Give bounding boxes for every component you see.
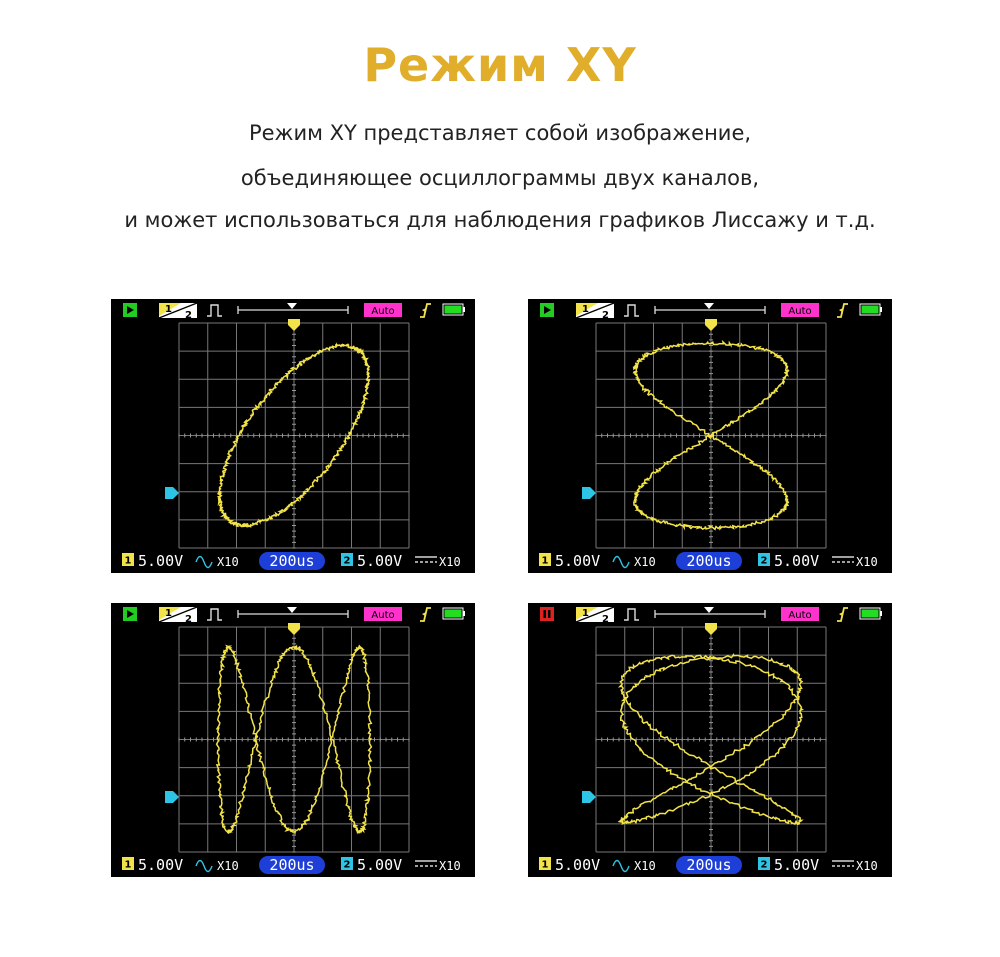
memory-position-bar[interactable] bbox=[238, 303, 348, 314]
svg-text:2: 2 bbox=[343, 859, 351, 871]
ch1-badge[interactable] bbox=[539, 553, 551, 567]
ch1-probe-attenuation: X10 bbox=[217, 859, 239, 873]
ch2-probe-attenuation: X10 bbox=[439, 555, 461, 569]
rising-edge-trigger-icon[interactable] bbox=[837, 304, 848, 317]
rising-edge-trigger-icon[interactable] bbox=[420, 608, 431, 621]
trigger-mode-badge[interactable] bbox=[364, 607, 402, 621]
ch2-offset-marker[interactable] bbox=[165, 791, 179, 803]
channel-selector-bottom: 2 bbox=[185, 310, 192, 321]
ch2-volts-per-div: 5.00V bbox=[357, 552, 403, 570]
timebase-pill[interactable] bbox=[676, 856, 742, 874]
trigger-mode-badge[interactable] bbox=[781, 607, 819, 621]
page-title: Режим XY bbox=[363, 38, 637, 92]
description-line-2: объединяющее осциллограммы двух каналов, bbox=[240, 166, 760, 190]
pulse-waveform-icon bbox=[624, 305, 639, 316]
trigger-position-marker[interactable] bbox=[288, 319, 300, 331]
ch1-volts-per-div: 5.00V bbox=[555, 856, 601, 874]
channel-selector-top: 1 bbox=[582, 304, 589, 315]
channel-selector-top: 1 bbox=[165, 608, 172, 619]
channel-selector[interactable] bbox=[159, 607, 197, 625]
ch2-offset-marker[interactable] bbox=[582, 791, 596, 803]
ch2-badge[interactable] bbox=[758, 857, 770, 871]
trigger-position-marker[interactable] bbox=[705, 319, 717, 331]
ch2-volts-per-div: 5.00V bbox=[774, 552, 820, 570]
ch2-probe-attenuation: X10 bbox=[439, 859, 461, 873]
ch1-probe-attenuation: X10 bbox=[217, 555, 239, 569]
trigger-mode-label: Auto bbox=[371, 610, 395, 621]
graticule-grid bbox=[179, 323, 409, 548]
timebase-label: 200us bbox=[269, 856, 315, 874]
ch2-badge[interactable] bbox=[758, 553, 770, 567]
dc-coupling-icon[interactable] bbox=[415, 557, 437, 562]
ch1-volts-per-div: 5.00V bbox=[138, 856, 184, 874]
ch2-probe-attenuation: X10 bbox=[856, 859, 878, 873]
timebase-pill[interactable] bbox=[259, 552, 325, 570]
trigger-mode-badge[interactable] bbox=[364, 303, 402, 317]
ch2-volts-per-div: 5.00V bbox=[357, 856, 403, 874]
memory-position-bar[interactable] bbox=[655, 303, 765, 314]
timebase-label: 200us bbox=[686, 856, 732, 874]
svg-text:1: 1 bbox=[541, 859, 549, 871]
pulse-waveform-icon bbox=[624, 609, 639, 620]
trigger-position-marker[interactable] bbox=[705, 623, 717, 635]
timebase-label: 200us bbox=[686, 552, 732, 570]
ch1-badge[interactable] bbox=[122, 553, 134, 567]
play-icon[interactable] bbox=[540, 303, 554, 317]
timebase-pill[interactable] bbox=[259, 856, 325, 874]
ac-coupling-icon[interactable] bbox=[613, 861, 629, 872]
channel-selector-top: 1 bbox=[582, 608, 589, 619]
play-icon[interactable] bbox=[123, 607, 137, 621]
rising-edge-trigger-icon[interactable] bbox=[420, 304, 431, 317]
oscilloscope-screen-1 bbox=[111, 299, 475, 573]
svg-text:1: 1 bbox=[124, 859, 132, 871]
channel-selector-bottom: 2 bbox=[602, 614, 609, 625]
svg-text:2: 2 bbox=[343, 555, 351, 567]
ac-coupling-icon[interactable] bbox=[196, 861, 212, 872]
trigger-mode-label: Auto bbox=[788, 610, 812, 621]
oscilloscope-screen-4 bbox=[528, 603, 892, 877]
channel-selector-top: 1 bbox=[165, 304, 172, 315]
channel-selector[interactable] bbox=[576, 607, 614, 625]
ch1-probe-attenuation: X10 bbox=[634, 555, 656, 569]
scope-display bbox=[528, 603, 892, 877]
ch1-volts-per-div: 5.00V bbox=[138, 552, 184, 570]
channel-selector-bottom: 2 bbox=[602, 310, 609, 321]
ch1-probe-attenuation: X10 bbox=[634, 859, 656, 873]
pulse-waveform-icon bbox=[207, 609, 222, 620]
ch2-badge[interactable] bbox=[341, 553, 353, 567]
dc-coupling-icon[interactable] bbox=[832, 557, 854, 562]
svg-text:1: 1 bbox=[541, 555, 549, 567]
trigger-mode-label: Auto bbox=[788, 306, 812, 317]
battery-icon bbox=[860, 304, 882, 315]
trigger-mode-label: Auto bbox=[371, 306, 395, 317]
channel-selector[interactable] bbox=[576, 303, 614, 321]
channel-selector[interactable] bbox=[159, 303, 197, 321]
ch2-offset-marker[interactable] bbox=[165, 487, 179, 499]
oscilloscope-screen-3 bbox=[111, 603, 475, 877]
battery-icon bbox=[443, 304, 465, 315]
ch1-volts-per-div: 5.00V bbox=[555, 552, 601, 570]
pause-icon[interactable] bbox=[540, 607, 554, 621]
scope-display bbox=[111, 603, 475, 877]
trigger-position-marker[interactable] bbox=[288, 623, 300, 635]
battery-icon bbox=[860, 608, 882, 619]
ch2-volts-per-div: 5.00V bbox=[774, 856, 820, 874]
description-line-1: Режим XY представляет собой изображение, bbox=[248, 121, 752, 145]
rising-edge-trigger-icon[interactable] bbox=[837, 608, 848, 621]
svg-text:2: 2 bbox=[760, 859, 768, 871]
scope-display bbox=[111, 299, 475, 573]
ac-coupling-icon[interactable] bbox=[613, 557, 629, 568]
ch2-probe-attenuation: X10 bbox=[856, 555, 878, 569]
trigger-mode-badge[interactable] bbox=[781, 303, 819, 317]
ch1-badge[interactable] bbox=[122, 857, 134, 871]
ch1-badge[interactable] bbox=[539, 857, 551, 871]
battery-icon bbox=[443, 608, 465, 619]
channel-selector-bottom: 2 bbox=[185, 614, 192, 625]
dc-coupling-icon[interactable] bbox=[415, 861, 437, 866]
svg-text:2: 2 bbox=[760, 555, 768, 567]
ac-coupling-icon[interactable] bbox=[196, 557, 212, 568]
graticule-grid bbox=[596, 627, 826, 852]
oscilloscope-screen-2 bbox=[528, 299, 892, 573]
graticule-grid bbox=[179, 627, 409, 852]
dc-coupling-icon[interactable] bbox=[832, 861, 854, 866]
memory-position-bar[interactable] bbox=[238, 607, 348, 618]
memory-position-bar[interactable] bbox=[655, 607, 765, 618]
scope-display bbox=[528, 299, 892, 573]
svg-text:1: 1 bbox=[124, 555, 132, 567]
timebase-pill[interactable] bbox=[676, 552, 742, 570]
ch2-badge[interactable] bbox=[341, 857, 353, 871]
description-line-3: и может использоваться для наблюдения графиков Лиссажу и т.д. bbox=[124, 208, 876, 232]
play-icon[interactable] bbox=[123, 303, 137, 317]
timebase-label: 200us bbox=[269, 552, 315, 570]
ch2-offset-marker[interactable] bbox=[582, 487, 596, 499]
pulse-waveform-icon bbox=[207, 305, 222, 316]
